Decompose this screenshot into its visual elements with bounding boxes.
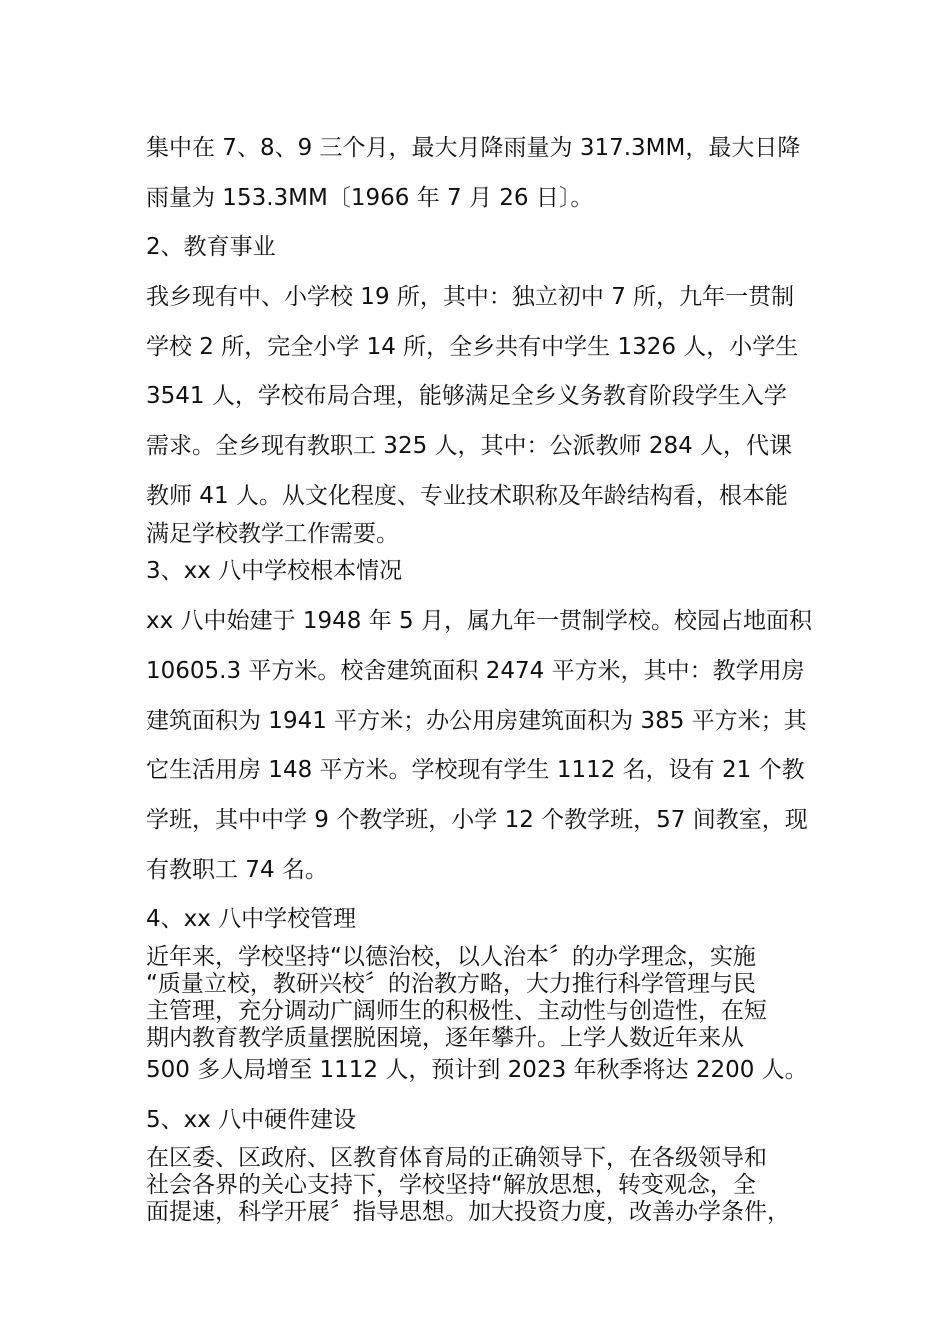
paragraph-line: 500 多人局增至 1112 人，预计到 2023 年秋季将达 2200 人。 xyxy=(146,1057,808,1083)
paragraph-line: xx 八中始建于 1948 年 5 月，属九年一贯制学校。校园占地面积 xyxy=(146,608,812,634)
paragraph-line: “质量立校，教研兴校〞的治教方略，大力推行科学管理与民 xyxy=(146,971,756,997)
paragraph-line: 学校 2 所，完全小学 14 所，全乡共有中学生 1326 人，小学生 xyxy=(146,334,799,360)
paragraph-line: 我乡现有中、小学校 19 所，其中：独立初中 7 所，九年一贯制 xyxy=(146,284,795,310)
paragraph-line: 在区委、区政府、区教育体育局的正确领导下，在各级领导和 xyxy=(146,1145,767,1171)
paragraph-line: 满足学校教学工作需要。 xyxy=(146,521,399,547)
section-heading: 3、xx 八中学校根本情况 xyxy=(146,558,403,584)
section-heading: 5、xx 八中硬件建设 xyxy=(146,1107,357,1133)
section-heading: 2、教育事业 xyxy=(146,234,276,260)
paragraph-line: 近年来，学校坚持“以德治校，以人治本〞的办学理念，实施 xyxy=(146,944,756,970)
paragraph-line: 它生活用房 148 平方米。学校现有学生 1112 名，设有 21 个教 xyxy=(146,757,805,783)
paragraph-line: 集中在 7、8、9 三个月，最大月降雨量为 317.3MM，最大日降 xyxy=(146,135,801,161)
paragraph-line: 雨量为 153.3MM〔1966 年 7 月 26 日〕。 xyxy=(146,185,594,211)
paragraph-line: 教师 41 人。从文化程度、专业技术职称及年龄结构看，根本能 xyxy=(146,483,788,509)
paragraph-line: 主管理，充分调动广阔师生的积极性、主动性与创造性，在短 xyxy=(146,998,767,1024)
paragraph-line: 3541 人，学校布局合理，能够满足全乡义务教育阶段学生入学 xyxy=(146,383,787,409)
paragraph-line: 社会各界的关心支持下，学校坚持“解放思想，转变观念，全 xyxy=(146,1172,756,1198)
paragraph-line: 学班，其中中学 9 个教学班，小学 12 个教学班，57 间教室，现 xyxy=(146,807,808,833)
section-heading: 4、xx 八中学校管理 xyxy=(146,906,357,932)
paragraph-line: 有教职工 74 名。 xyxy=(146,857,328,883)
paragraph-line: 需求。全乡现有教职工 325 人，其中：公派教师 284 人，代课 xyxy=(146,433,793,459)
paragraph-line: 期内教育教学质量摆脱困境，逐年攀升。上学人数近年来从 xyxy=(146,1025,744,1051)
paragraph-line: 面提速，科学开展〞指导思想。加大投资力度，改善办学条件， xyxy=(146,1199,790,1225)
paragraph-line: 10605.3 平方米。校舍建筑面积 2474 平方米，其中：教学用房 xyxy=(146,658,805,684)
paragraph-line: 建筑面积为 1941 平方米；办公用房建筑面积为 385 平方米；其 xyxy=(146,708,807,734)
